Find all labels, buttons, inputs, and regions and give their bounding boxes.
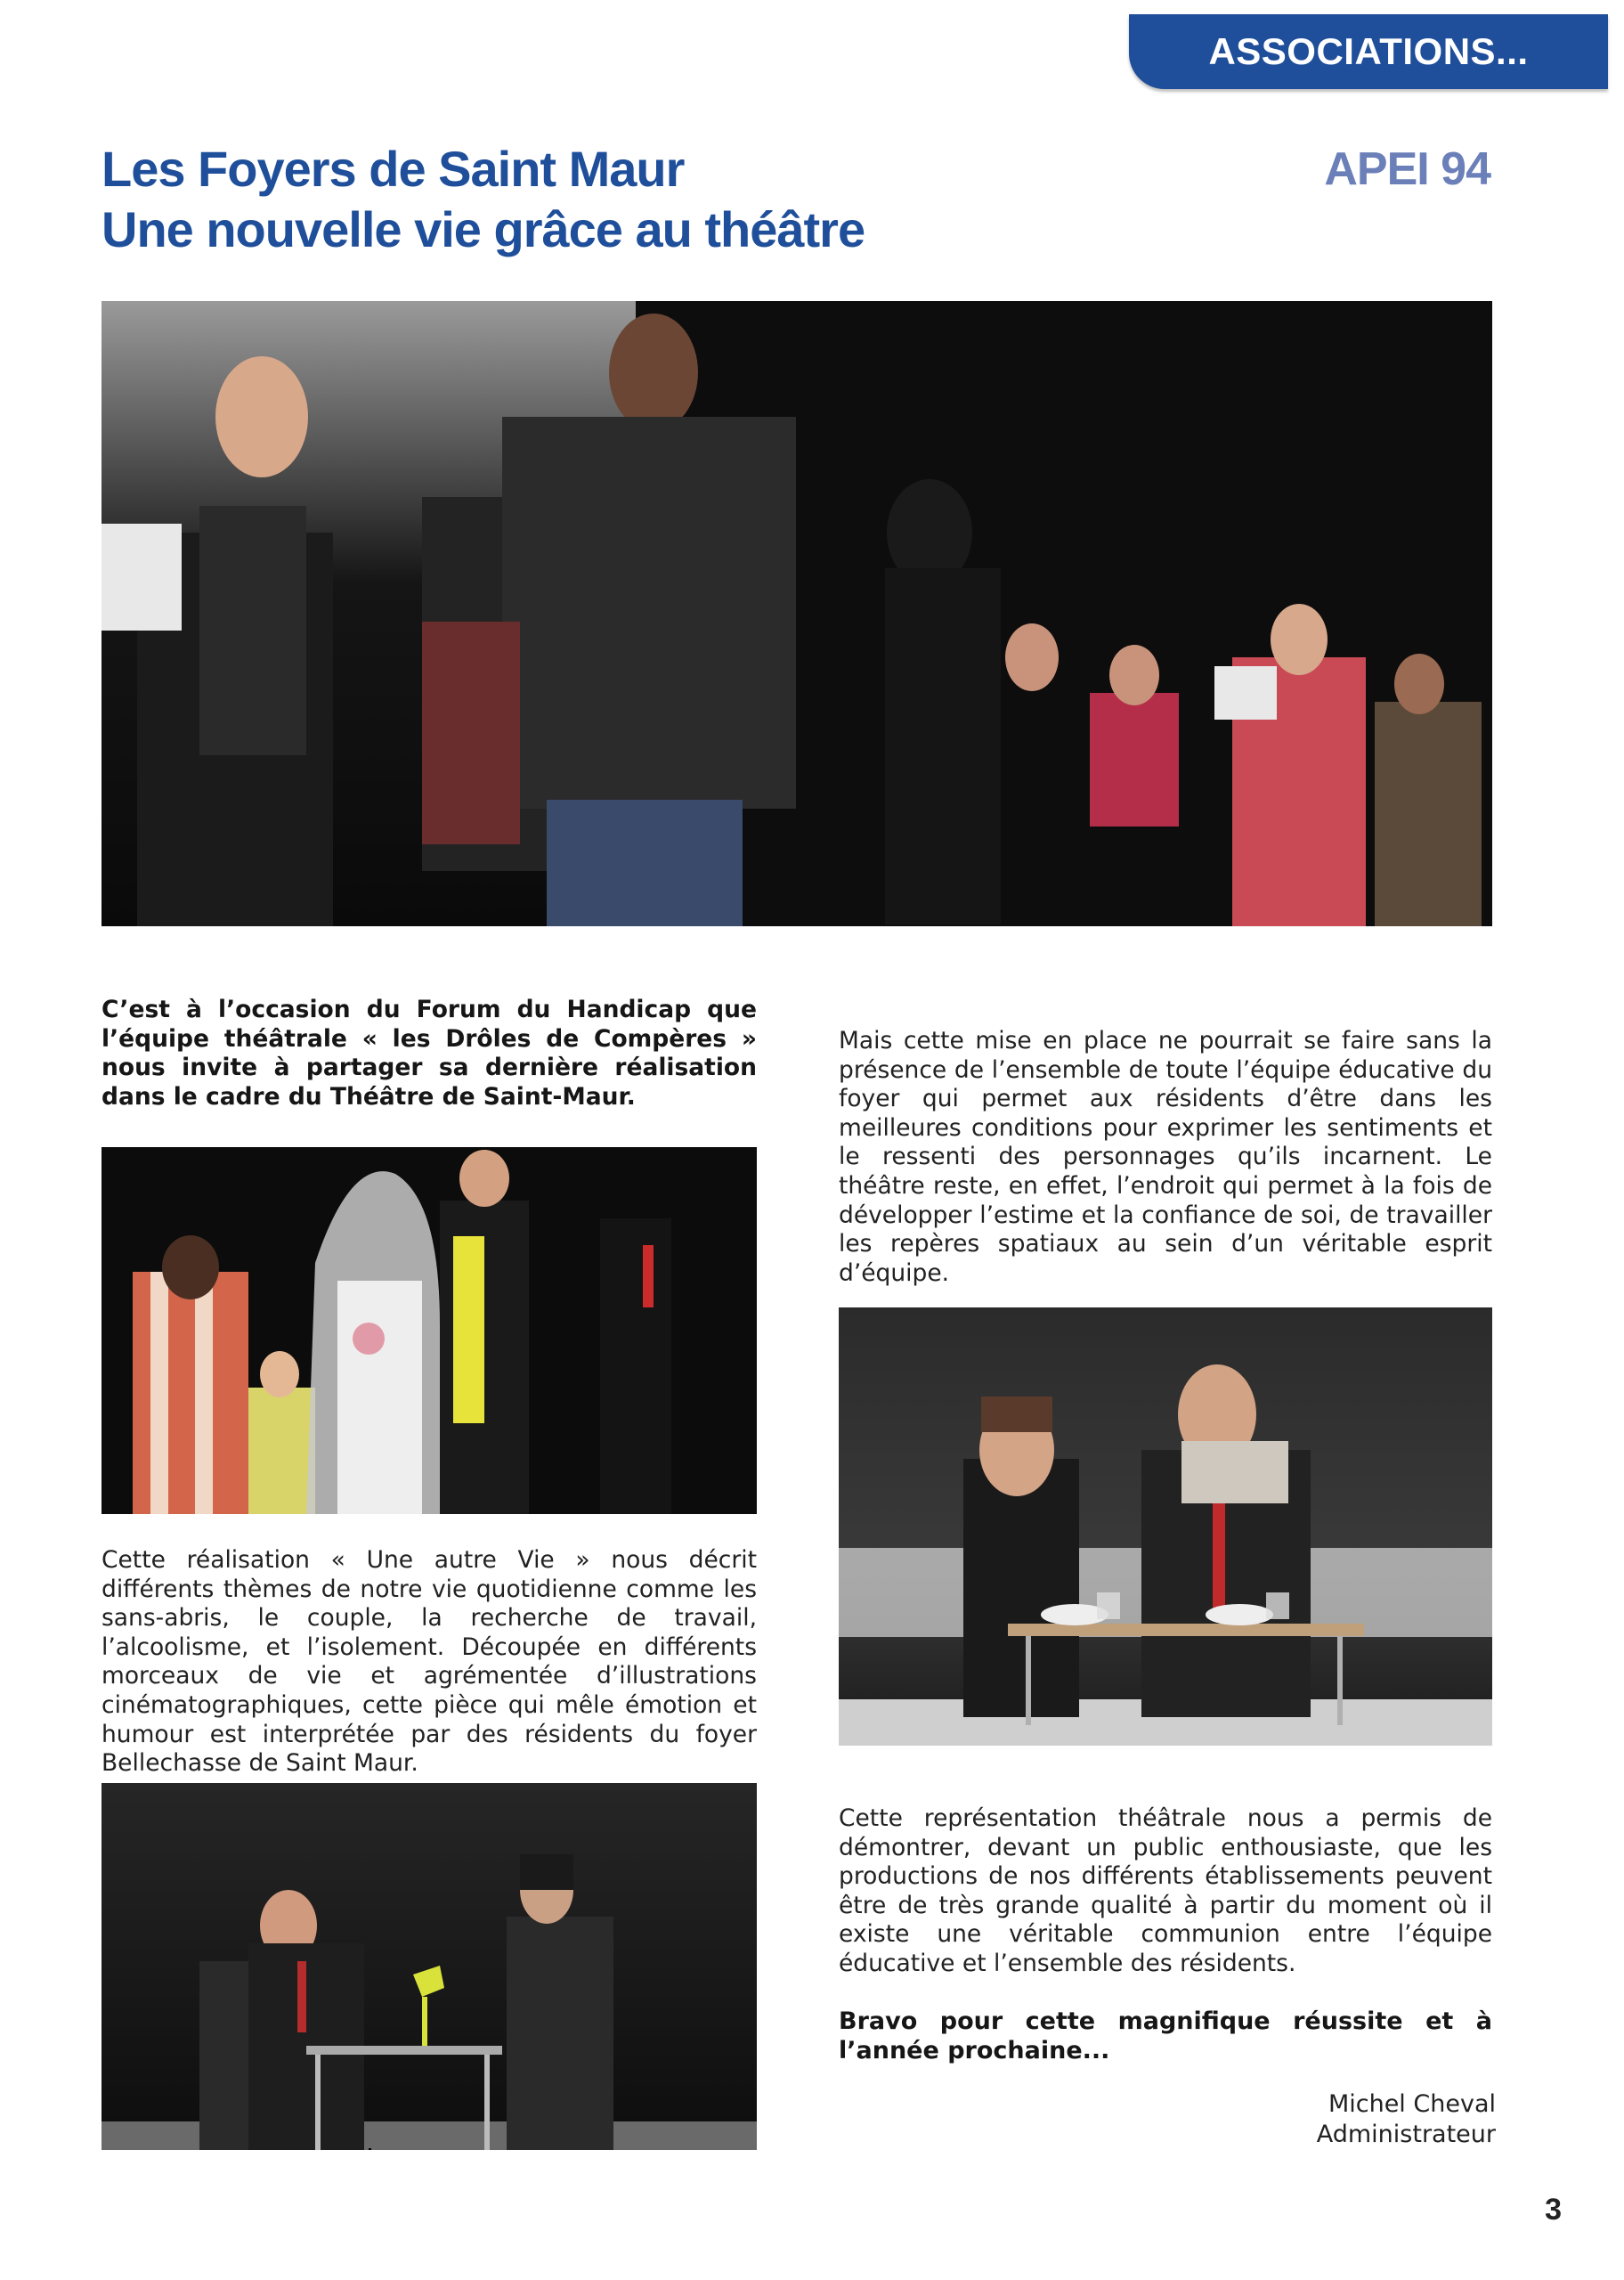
- title-line-1: Les Foyers de Saint Maur: [102, 141, 685, 197]
- signature-name: Michel Cheval: [1328, 2090, 1496, 2118]
- photo-interview-scene: [102, 1783, 757, 2150]
- signature: [1317, 2089, 1496, 2150]
- signature-role: Administrateur: [1316, 2121, 1496, 2148]
- closing-paragraph: Bravo pour cette magnifique réussite et à l’année prochaine...: [839, 2007, 1492, 2064]
- paragraph-right-1: Mais cette mise en place ne pourrait se faire sans la présence de l’ensemble de toute l’équipe éducative du foyer qui permet aux résidents d’être dans les meilleures conditions pour exprimer les sentiments et le ressenti des personnages qu’ils incarnent. Le théâtre reste, en effet, l’endroit qui permet à la fois de développer l’estime et la confiance de soi, de travailler les repères spatiaux au sein d’un véritable esprit d’équipe.: [839, 1027, 1492, 1287]
- photo-troupe-applauding: [102, 301, 1492, 926]
- section-tab: ASSOCIATIONS...: [1129, 14, 1608, 89]
- paragraph-right-2: Cette représentation théâtrale nous a permis de démontrer, devant un public enthousiaste, que les productions de nos différents établissements peuvent être de très grande qualité à partir du moment où il existe une véritable communion entre l’équipe éducative et l’ensemble des résidents.: [839, 1804, 1492, 1977]
- page-number: 3: [1545, 2193, 1562, 2227]
- photo-bride-scene: [102, 1147, 757, 1514]
- article-title: [102, 139, 992, 260]
- apei-logo-text: APEI 94: [1324, 143, 1490, 195]
- paragraph-left: Cette réalisation « Une autre Vie » nous décrit différents thèmes de notre vie quotidienne comme les sans-abris, le couple, la recherche de travail, l’alcoolisme, et l’isolement. Découpée en différents morceaux de vie et agrémentée d’illustrations cinématographiques, cette pièce qui mêle émotion et humour est interprétée par des résidents du foyer Bellechasse de Saint Maur.: [102, 1546, 757, 1778]
- title-line-2: Une nouvelle vie grâce au théâtre: [102, 201, 865, 257]
- photo-table-scene: [839, 1307, 1492, 1746]
- intro-paragraph: C’est à l’occasion du Forum du Handicap que l’équipe théâtrale « les Drôles de Compères » nous invite à partager sa dernière réalisation dans le cadre du Théâtre de Saint-Maur.: [102, 996, 757, 1111]
